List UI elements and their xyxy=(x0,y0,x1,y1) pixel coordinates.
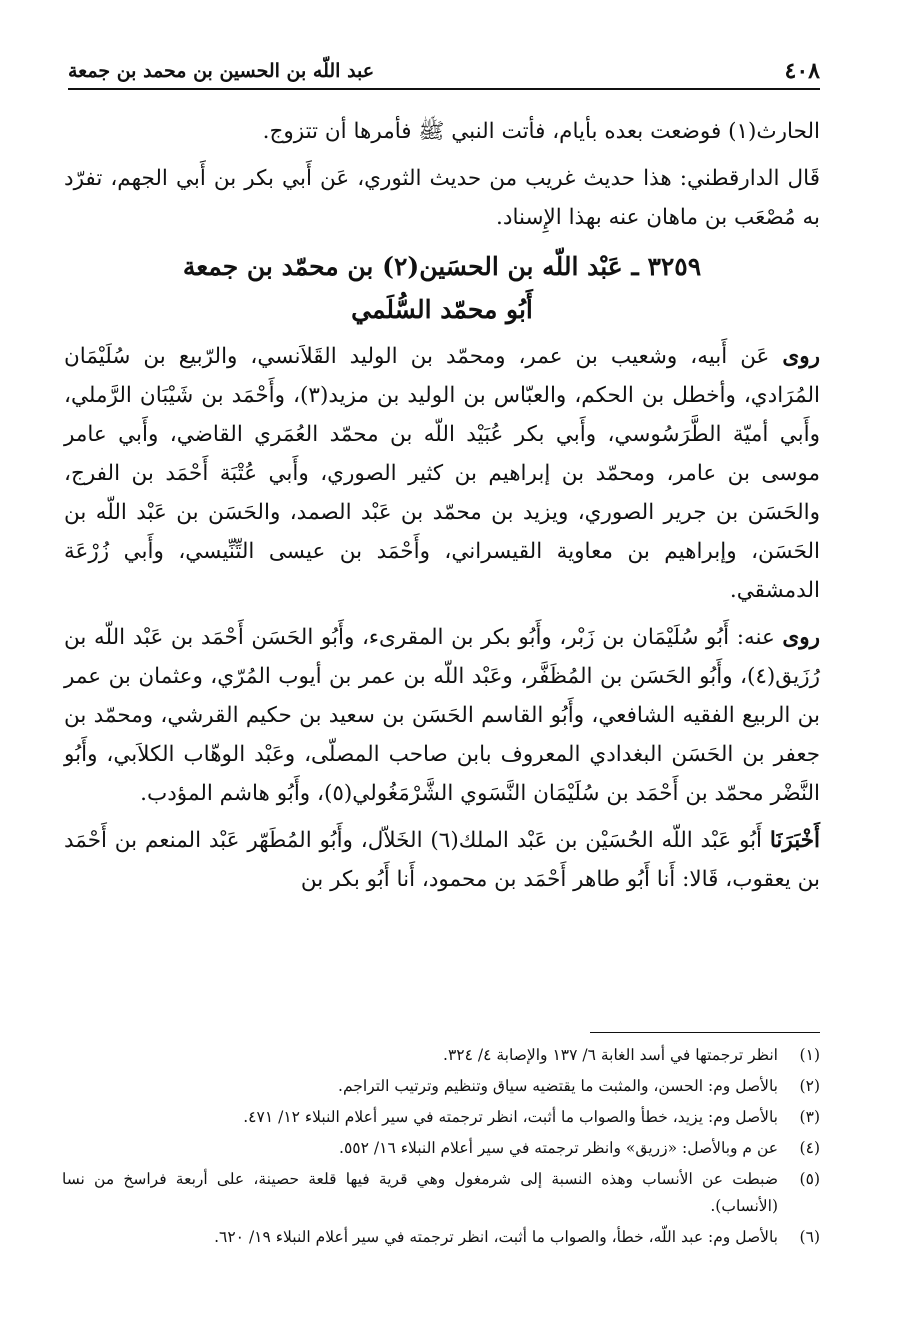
entry-heading-line-2: أَبُو محمّد السُّلَمي xyxy=(351,295,533,324)
footnote-text: بالأصل وم: عبد اللّه، خطأ، والصواب ما أثبت، انظر ترجمته في سير أعلام النبلاء ١٩/ ٦٢٠. xyxy=(214,1228,778,1246)
main-text xyxy=(64,112,820,907)
paragraph-4-text: عنه: أَبُو سُلَيْمَان بن زَبْر، وأَبُو بكر بن المقرىء، وأَبُو الحَسَن أَحْمَد بن عَبْد اللّه بن رُزَيق(٤)، وأَبُو الحَسَن بن المُظَفَّر، وعَبْد اللّه بن عمر بن أيوب المُرّي، وعثمان بن عمر بن الربيع الفقيه الشافعي، وأَبُو القاسم الحَسَن بن سعيد بن حكيم القرشي، ومحمّد بن جعفر بن الحَسَن البغدادي المعروف بابن صاحب المصلّى، وعَبْد الوهّاب الكلاَبي، وأَبُو النَّضْر محمّد بن أَحْمَد بن سُلَيْمَان النَّسَوي الشَّرْمَغُولي(٥)، وأَبُو هاشم المؤدب. xyxy=(64,625,820,806)
footnote xyxy=(62,1166,820,1220)
paragraph-5-text: أَبُو عَبْد اللّه الحُسَيْن بن عَبْد الملك(٦) الخَلاّل، وأَبُو المُطَهّر عَبْد المنعم بن أَحْمَد بن يعقوب، قَالا: أَنا أَبُو طاهر أَحْمَد بن محمود، أَنا أَبُو بكر بن xyxy=(64,828,820,892)
entry-heading xyxy=(64,245,820,331)
entry-heading-line-1: ٣٢٥٩ ـ عَبْد اللّه بن الحسَين(٢) بن محمّد بن جمعة xyxy=(182,252,702,281)
footnote-number: (٤) xyxy=(799,1139,820,1157)
paragraph-isnad xyxy=(64,821,820,899)
footnote xyxy=(62,1073,820,1100)
footnote-number: (٥) xyxy=(799,1170,820,1188)
rawa-anhu-lead: روى xyxy=(782,625,820,650)
running-title: عبد اللّه بن الحسين بن محمد بن جمعة xyxy=(68,60,375,82)
footnote-text: ضبطت عن الأنساب وهذه النسبة إلى شرمغول وهي قرية فيها قلعة حصينة، على أربعة فراسخ من نسا (الأنساب). xyxy=(62,1170,778,1215)
paragraph-1: الحارث(١) فوضعت بعده بأيام، فأتت النبي ﷺ فأمرها أن تتزوج. xyxy=(262,119,820,144)
footnote-number: (١) xyxy=(799,1046,820,1064)
akhbarana-lead: أَخْبَرَنَا xyxy=(769,828,821,853)
paragraph-3-text: عَن أَبيه، وشعيب بن عمر، ومحمّد بن الوليد القَلاَنسي، والرّبيع بن سُلَيْمَان المُرَادي، وأخطل بن الحكم، والعبّاس بن الوليد بن مزيد(٣)، وأَحْمَد بن شَيْبَان الرَّملي، وأَبي أميّة الطَّرَسُوسي، وأَبي بكر عُبَيْد اللّه بن محمّد العُمَري القاضي، وأَبي عامر موسى بن عامر، ومحمّد بن إبراهيم بن كثير الصوري، وأَبي عُتْبَة أَحْمَد بن الفرج، والحَسَن بن جرير الصوري، ويزيد بن محمّد بن عَبْد الصمد، والحَسَن بن عَبْد اللّه بن الحَسَن، وإبراهيم بن معاوية القيسراني، وأَحْمَد بن عيسى التِّنِّيسي، وأَبي زُرْعَة الدمشقي. xyxy=(64,344,820,603)
paragraph-narrated-by xyxy=(64,618,820,813)
paragraph-narrated-from xyxy=(64,337,820,610)
header-rule xyxy=(68,88,820,90)
footnote-number: (٣) xyxy=(799,1108,820,1126)
footnote xyxy=(62,1224,820,1251)
footnote xyxy=(62,1042,820,1069)
footnote-text: بالأصل وم: يزيد، خطأ والصواب ما أثبت، انظر ترجمته في سير أعلام النبلاء ١٢/ ٤٧١. xyxy=(243,1108,778,1126)
page-number: ٤٠٨ xyxy=(784,58,820,84)
footnote-text: بالأصل وم: الحسن، والمثبت ما يقتضيه سياق وتنظيم وترتيب التراجم. xyxy=(338,1077,778,1095)
footnote-number: (٢) xyxy=(799,1077,820,1095)
paragraph-2: قَال الدارقطني: هذا حديث غريب من حديث الثوري، عَن أَبي بكر بن أَبي الجهم، تفرّد به مُصْعَب بن ماهان عنه بهذا الإِسناد. xyxy=(64,166,820,230)
footnote-number: (٦) xyxy=(799,1228,820,1246)
footnote-text: انظر ترجمتها في أسد الغابة ٦/ ١٣٧ والإصابة ٤/ ٣٢٤. xyxy=(443,1046,778,1064)
rawa-lead: روى xyxy=(782,344,820,369)
footnote xyxy=(62,1104,820,1131)
footnote-text: عن م وبالأصل: «زريق» وانظر ترجمته في سير أعلام النبلاء ١٦/ ٥٥٢. xyxy=(339,1139,778,1157)
page-header xyxy=(68,54,820,90)
footnote xyxy=(62,1135,820,1162)
footnotes xyxy=(62,1042,820,1255)
footnote-rule xyxy=(590,1032,820,1033)
